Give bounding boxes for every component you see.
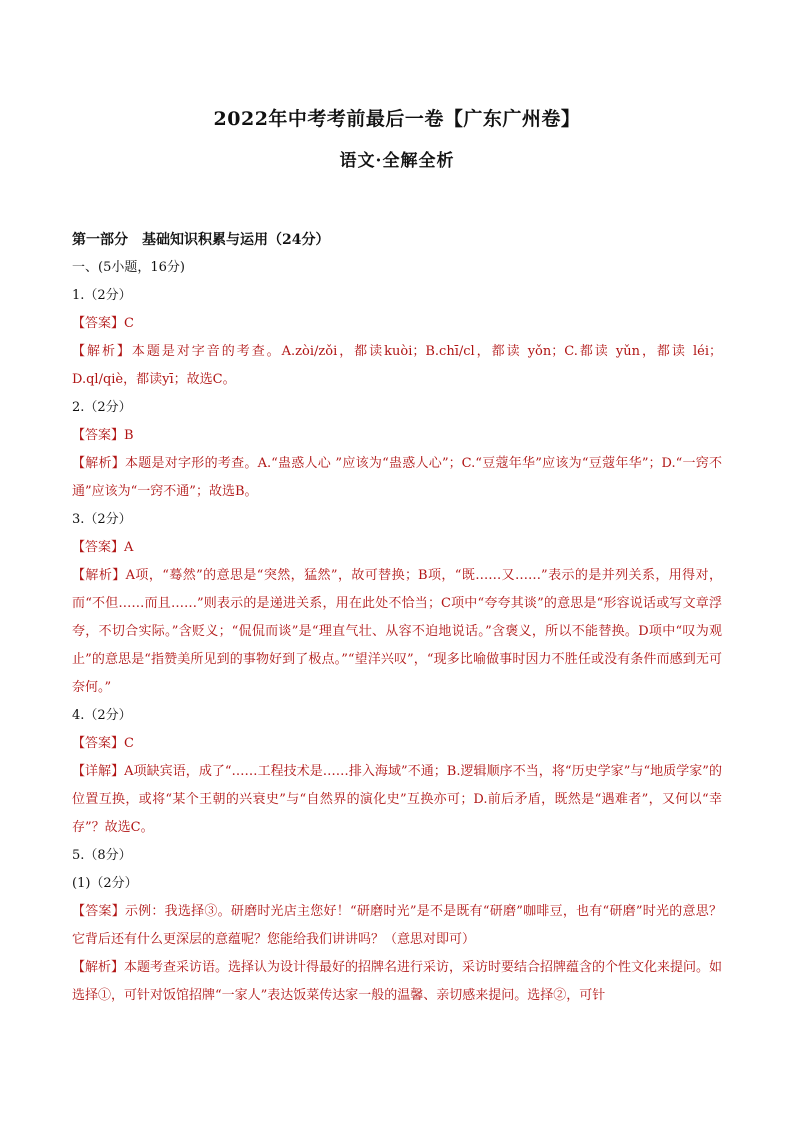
analysis-paragraph: 【解析】本题是对字形的考查。A.“蛊惑人心 ”应该为“蛊惑人心”；C.“豆蔻年华”应该为“豆蔻年华”；D.“一窍不通”应该为“一窍不通”；故选B。: [72, 456, 722, 499]
section-heading: 第一部分 基础知识积累与运用（24分）: [72, 232, 330, 248]
question-number: 5.（8分）: [72, 848, 132, 863]
page-subtitle: 语文·全解全析: [339, 151, 455, 171]
answer-paragraph: 【答案】示例：我选择③。研磨时光店主您好！“研磨时光”是不是既有“研磨”咖啡豆，也有“研磨”时光的意思？它背后还有什么更深层的意蕴呢？您能给我们讲讲吗？（意思对即可）: [72, 904, 722, 947]
answer-line: 【答案】A: [72, 540, 134, 555]
answer-line: 【答案】B: [72, 428, 134, 443]
document-body: [72, 226, 722, 1010]
analysis-paragraph: 【解析】本题是对字音的考查。A.zòi/zǒi，都读kuòi；B.chī/cl，都读 yǒn；C.都读 yǔn，都读 léi；D.ql/qiè，都读yī；故选C。: [72, 344, 722, 387]
question-group-label: 一、(5小题，16分): [72, 260, 185, 275]
sub-question-number: (1)（2分）: [72, 876, 138, 891]
analysis-paragraph: 【解析】A项，“蓦然”的意思是“突然，猛然”，故可替换；B项，“既……又……”表示的是并列关系，用得对，而“不但……而且……”则表示的是递进关系，用在此处不恰当；C项中“夸夸其谈”的意思是“形容说话或写文章浮夸，不切合实际。”含贬义；“侃侃而谈”是“理直气壮、从容不迫地说话。”含褒义，所以不能替换。D项中“叹为观止”的意思是“指赞美所见到的事物好到了极点。”“望洋兴叹”，“现多比喻做事时因力不胜任或没有条件而感到无可奈何。”: [72, 568, 722, 695]
question-number: 4.（2分）: [72, 708, 132, 723]
analysis-paragraph: 【解析】本题考查采访语。选择认为设计得最好的招牌名进行采访，采访时要结合招牌蕴含的个性文化来提问。如选择①，可针对饭馆招牌“一家人”表达饭菜传达家一般的温馨、亲切感来提问。选择②，可针: [72, 960, 723, 1003]
question-number: 2.（2分）: [72, 400, 132, 415]
page-title: 2022年中考考前最后一卷【广东广州卷】: [213, 108, 581, 130]
question-number: 3.（2分）: [72, 512, 132, 527]
question-number: 1.（2分）: [72, 288, 132, 303]
analysis-paragraph: 【详解】A项缺宾语，成了“……工程技术是……排入海域”不通；B.逻辑顺序不当，将“历史学家”与“地质学家”的位置互换，或将“某个王朝的兴衰史”与“自然界的演化史”互换亦可；D.前后矛盾，既然是“遇难者”，又何以“幸存”？故选C。: [72, 764, 722, 835]
answer-line: 【答案】C: [72, 316, 134, 331]
answer-line: 【答案】C: [72, 736, 134, 751]
